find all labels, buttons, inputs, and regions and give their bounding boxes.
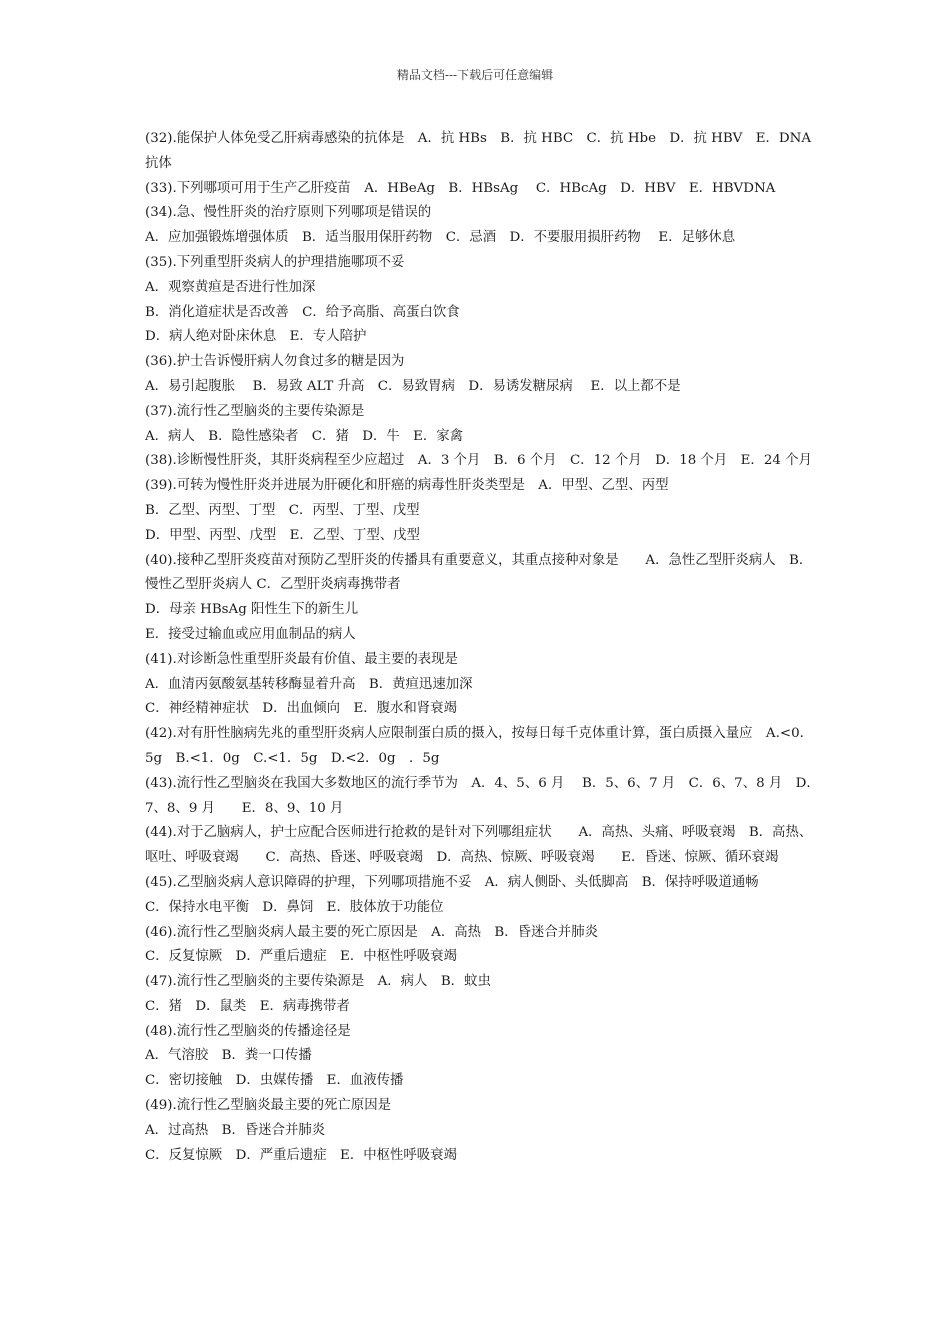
option-line: D．甲型、丙型、戊型 E．乙型、丁型、戊型	[145, 527, 420, 543]
question-line: (37).流行性乙型脑炎的主要传染源是	[145, 403, 365, 419]
page-header: 精品文档---下载后可任意编辑	[396, 68, 554, 82]
option-line: C．反复惊厥 D．严重后遗症 E．中枢性呼吸衰竭	[145, 1147, 457, 1163]
option-line: C．保持水电平衡 D．鼻饲 E．肢体放于功能位	[145, 899, 444, 915]
question-line: (41).对诊断急性重型肝炎最有价值、最主要的表现是	[145, 651, 458, 667]
option-line: C．神经精神症状 D．出血倾向 E．腹水和肾衰竭	[145, 701, 457, 717]
question-line: (47).流行性乙型脑炎的主要传染源是 A．病人 B．蚊虫	[145, 974, 491, 990]
question-line: (35).下列重型肝炎病人的护理措施哪项不妥	[145, 254, 405, 270]
option-line: A．易引起腹胀 B．易致 ALT 升高 C．易致胃病 D．易诱发糖尿病 E．以上都不是	[145, 378, 681, 394]
document-body	[145, 127, 820, 1168]
option-line: B．消化道症状是否改善 C．给予高脂、高蛋白饮食	[145, 304, 460, 320]
question-line: (43).流行性乙型脑炎在我国大多数地区的流行季节为 A．4、5、6 月 B．5、6、7 月 C．6、7、8 月 D．7、8、9 月 E．8、9、10 月	[145, 775, 820, 816]
question-line: (46).流行性乙型脑炎病人最主要的死亡原因是 A．高热 B．昏迷合并肺炎	[145, 924, 598, 940]
question-line: (36).护士告诉慢肝病人勿食过多的糖是因为	[145, 354, 405, 370]
option-line: D．母亲 HBsAg 阳性生下的新生儿	[145, 602, 359, 618]
option-line: C．反复惊厥 D．严重后遗症 E．中枢性呼吸衰竭	[145, 949, 457, 965]
option-line: A．过高热 B．昏迷合并肺炎	[145, 1122, 326, 1138]
option-line: B．乙型、丙型、丁型 C．丙型、丁型、戊型	[145, 502, 420, 518]
option-line: A．血清丙氨酸氨基转移酶显着升高 B．黄疸迅速加深	[145, 676, 473, 692]
question-line: (44).对于乙脑病人，护士应配合医师进行抢救的是针对下列哪组症状 A．高热、头痛、呼吸衰竭 B．高热、呕吐、呼吸衰竭 C．高热、昏迷、呼吸衰竭 D．高热、惊厥、呼吸衰竭 E．昏迷、惊厥、循环衰竭	[145, 825, 813, 866]
question-line: (38).诊断慢性肝炎，其肝炎病程至少应超过 A．3 个月 B．6 个月 C．12 个月 D．18 个月 E．24 个月	[145, 453, 812, 469]
option-line: A．观察黄疸是否进行性加深	[145, 279, 316, 295]
question-line: (40).接种乙型肝炎疫苗对预防乙型肝炎的传播具有重要意义，其重点接种对象是 A．急性乙型肝炎病人 B．慢性乙型肝炎病人 C．乙型肝炎病毒携带者	[145, 552, 813, 593]
question-line: (49).流行性乙型脑炎最主要的死亡原因是	[145, 1098, 391, 1114]
option-line: A．病人 B．隐性感染者 C．猪 D．牛 E．家禽	[145, 428, 464, 444]
question-line: (32).能保护人体免受乙肝病毒感染的抗体是 A．抗 HBs B．抗 HBC C．抗 Hbe D．抗 HBV E．DNA 抗体	[145, 131, 812, 171]
option-line: D．病人绝对卧床休息 E．专人陪护	[145, 329, 367, 345]
question-line: (45).乙型脑炎病人意识障碍的护理，下列哪项措施不妥 A．病人侧卧、头低脚高 B．保持呼吸道通畅	[145, 874, 759, 890]
question-line: (48).流行性乙型脑炎的传播途径是	[145, 1023, 351, 1039]
question-line: (42).对有肝性脑病先兆的重型肝炎病人应限制蛋白质的摄入，按每日每千克体重计算，蛋白质摄入量应 A.<0．5g B.<1．0g C.<1．5g D.<2．0g ．5g	[145, 726, 813, 766]
question-line: (34).急、慢性肝炎的治疗原则下列哪项是错误的	[145, 205, 432, 221]
option-line: E．接受过输血或应用血制品的病人	[145, 626, 356, 642]
option-line: C．密切接触 D．虫媒传播 E．血液传播	[145, 1073, 404, 1089]
question-line: (33).下列哪项可用于生产乙肝疫苗 A．HBeAg B．HBsAg C．HBcAg D．HBV E．HBVDNA	[145, 180, 776, 196]
option-line: C．猪 D．鼠类 E．病毒携带者	[145, 998, 350, 1014]
question-line: (39).可转为慢性肝炎并进展为肝硬化和肝癌的病毒性肝炎类型是 A．甲型、乙型、丙型	[145, 478, 669, 494]
option-line: A．应加强锻炼增强体质 B．适当服用保肝药物 C．忌酒 D．不要服用损肝药物 E．足够休息	[145, 230, 736, 246]
option-line: A．气溶胶 B．粪一口传播	[145, 1048, 312, 1064]
